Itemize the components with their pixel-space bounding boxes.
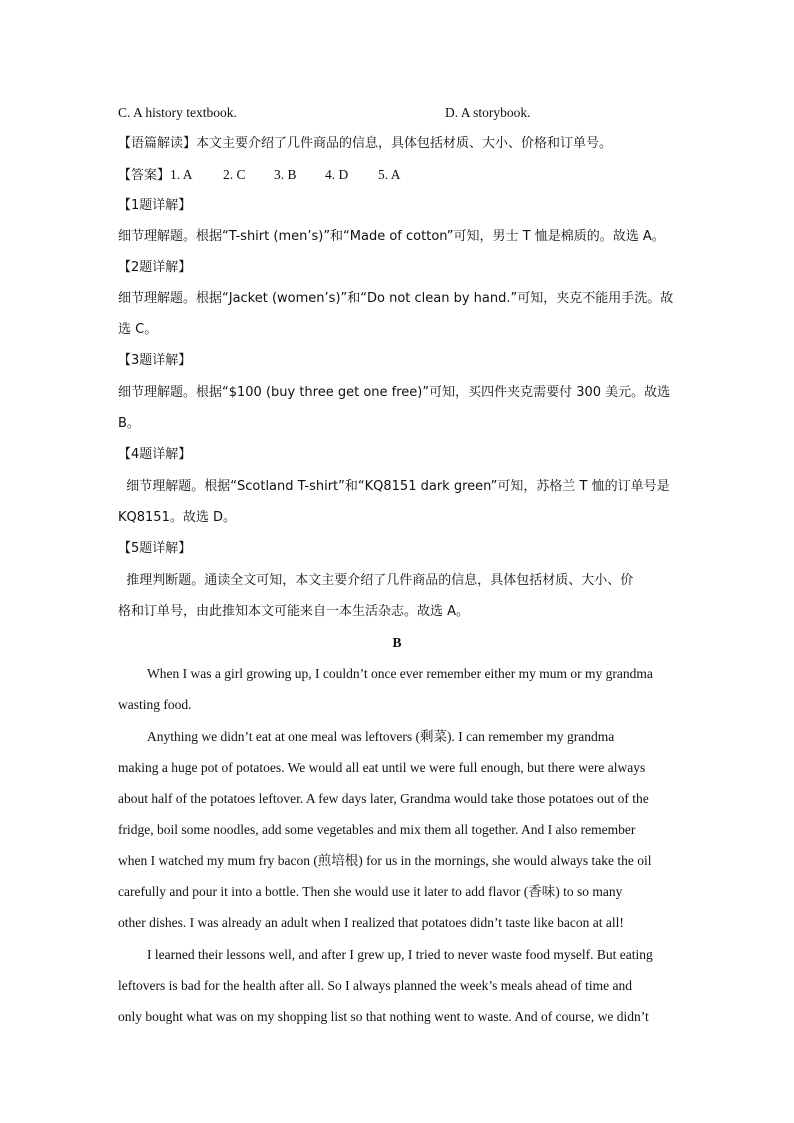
detail-text-5: 推理判断题。通读全文可知，本文主要介绍了几件商品的信息，具体包括材质、大小、价 bbox=[118, 573, 634, 588]
detail-text-2: 细节理解题。根据“Jacket (women’s)”和“Do not clean by hand.”可知，夹克不能用手洗。故 bbox=[118, 291, 674, 306]
paragraph-1-line-1: When I was a girl growing up, I couldn’t once ever remember either my mum or my grandma bbox=[147, 666, 653, 681]
detail-text-4: 细节理解题。根据“Scotland T-shirt”和“KQ8151 dark green”可知，苏格兰 T 恤的订单号是 bbox=[118, 479, 670, 494]
paragraph-2-line-3: about half of the potatoes leftover. A few days later, Grandma would take those potatoes out of the bbox=[118, 791, 649, 806]
detail-text-4-cont: KQ8151。故选 D。 bbox=[118, 510, 236, 525]
answer-item: 5. A bbox=[378, 167, 401, 182]
paragraph-1-line-2: wasting food. bbox=[118, 697, 192, 712]
passage-analysis: 【语篇解读】本文主要介绍了几件商品的信息，具体包括材质、大小、价格和订单号。 bbox=[118, 136, 613, 151]
option-c: C. A history textbook. bbox=[118, 105, 237, 120]
paragraph-2-line-1: Anything we didn’t eat at one meal was leftovers (剩菜). I can remember my grandma bbox=[147, 729, 615, 744]
answer-key bbox=[118, 166, 678, 185]
paragraph-3-line-3: only bought what was on my shopping list so that nothing went to waste. And of course, we didn’t bbox=[118, 1009, 649, 1024]
detail-text-2-cont: 选 C。 bbox=[118, 322, 158, 337]
detail-heading-2: 【2题详解】 bbox=[118, 260, 192, 275]
answer-item: 1. A bbox=[170, 167, 193, 182]
section-b-title: B bbox=[392, 635, 402, 650]
paragraph-2-line-5: when I watched my mum fry bacon (煎培根) for us in the mornings, she would always take the oil bbox=[118, 853, 652, 868]
answer-item: 2. C bbox=[223, 167, 246, 182]
detail-heading-3: 【3题详解】 bbox=[118, 353, 192, 368]
paragraph-2-line-6: carefully and pour it into a bottle. Then she would use it later to add flavor (香味) to so many bbox=[118, 884, 623, 899]
detail-text-1: 细节理解题。根据“T-shirt (men’s)”和“Made of cotton”可知，男士 T 恤是棉质的。故选 A。 bbox=[118, 229, 665, 244]
answer-item: 4. D bbox=[325, 167, 349, 182]
detail-heading-5: 【5题详解】 bbox=[118, 541, 192, 556]
detail-text-3: 细节理解题。根据“$100 (buy three get one free)”可知，买四件夹克需要付 300 美元。故选 bbox=[118, 385, 671, 400]
paragraph-3-line-2: leftovers is bad for the health after all. So I always planned the week’s meals ahead of time and bbox=[118, 978, 632, 993]
paragraph-3-line-1: I learned their lessons well, and after I grew up, I tried to never waste food myself. But eating bbox=[147, 947, 653, 962]
detail-heading-1: 【1题详解】 bbox=[118, 198, 192, 213]
paragraph-2-line-7: other dishes. I was already an adult when I realized that potatoes didn’t taste like bacon at all! bbox=[118, 915, 624, 930]
answer-item: 3. B bbox=[274, 167, 297, 182]
paragraph-2-line-4: fridge, boil some noodles, add some vegetables and mix them all together. And I also remember bbox=[118, 822, 636, 837]
paragraph-2-line-2: making a huge pot of potatoes. We would all eat until we were full enough, but there were always bbox=[118, 760, 646, 775]
answer-label: 【答案】 bbox=[118, 168, 171, 183]
option-d: D. A storybook. bbox=[445, 105, 531, 120]
detail-heading-4: 【4题详解】 bbox=[118, 447, 192, 462]
detail-text-3-cont: B。 bbox=[118, 416, 140, 431]
detail-text-5-cont: 格和订单号，由此推知本文可能来自一本生活杂志。故选 A。 bbox=[118, 604, 470, 619]
